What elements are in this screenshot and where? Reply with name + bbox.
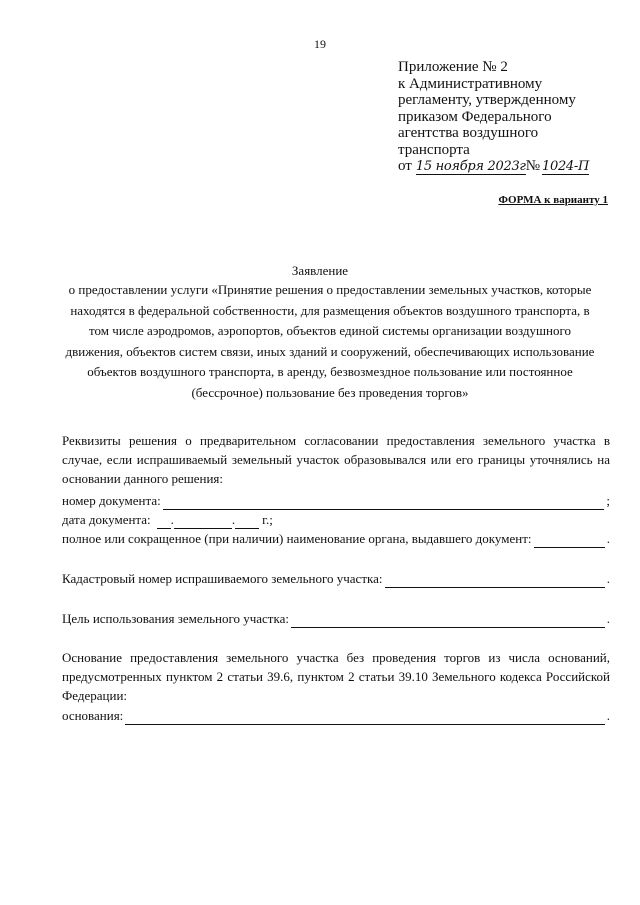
doc-date-month-field[interactable]	[174, 516, 232, 529]
appendix-line: транспорта	[398, 141, 470, 158]
doc-number-field[interactable]	[163, 497, 605, 510]
cadastral-label: Кадастровый номер испрашиваемого земельного участка:	[62, 571, 383, 586]
basis-intro: Основание предоставления земельного участка без проведения торгов из числа оснований, предусмотренных пунктом 2 статьи 39.6, пунктом 2 статьи 39.10 Земельного кодекса Российской Федерации:	[62, 650, 610, 703]
doc-date-separator: .	[231, 512, 236, 527]
cadastral-row	[62, 569, 610, 588]
doc-date-day-field[interactable]	[157, 516, 171, 529]
issuer-end: .	[606, 531, 610, 546]
order-date-row	[398, 158, 589, 175]
doc-number-end: ;	[606, 493, 610, 508]
document-title: Заявление	[291, 263, 349, 278]
form-variant-label: ФОРМА к варианту 1	[498, 194, 608, 206]
issuer-label: полное или сокращенное (при наличии) наименование органа, выдавшего документ:	[62, 531, 532, 546]
issuer-field[interactable]	[534, 535, 605, 548]
basis-row	[62, 706, 610, 725]
page-number: 19	[314, 37, 326, 51]
appendix-line: к Административному	[398, 75, 543, 92]
appendix-line: регламенту, утвержденному	[398, 92, 576, 108]
requisites-intro: Реквизиты решения о предварительном согласовании предоставления земельного участка в случае, если испрашиваемый земельный участок образовывался или его границы уточнялись на основании данного решения:	[62, 433, 610, 486]
handwritten-number: 1024-П	[542, 158, 590, 174]
doc-date-year-field[interactable]	[235, 516, 259, 529]
doc-date-suffix: г.;	[262, 512, 273, 527]
purpose-field[interactable]	[291, 615, 605, 628]
cadastral-end: .	[606, 571, 610, 586]
basis-label: основания:	[62, 708, 124, 723]
appendix-line: приказом Федерального	[398, 108, 552, 125]
handwritten-date: 15 ноября 2023г	[415, 158, 526, 174]
issuer-row	[62, 529, 610, 548]
service-subject: о предоставлении услуги «Принятие решения о предоставлении земельных участков, которые находятся в федеральной собственности, для размещения объектов воздушного транспорта, в том числе аэродромов, аэропортов, объектов единой системы организации воздушного движения, объектов систем связи, иных зданий и сооружений, обеспечивающих использование объектов воздушного транспорта, в аренду, безвозмездное пользование или постоянное (бессрочное) пользование без проведения торгов»	[65, 282, 595, 400]
number-label: №	[525, 158, 540, 174]
appendix-block	[398, 59, 589, 175]
doc-date-row	[62, 510, 610, 529]
appendix-line: Приложение № 2	[398, 59, 508, 75]
doc-date-label: дата документа:	[62, 512, 151, 527]
doc-number-label: номер документа:	[62, 493, 161, 508]
purpose-row	[62, 609, 610, 628]
cadastral-field[interactable]	[385, 575, 605, 588]
purpose-end: .	[606, 611, 610, 626]
from-label: от	[398, 158, 412, 174]
basis-end: .	[606, 708, 610, 723]
doc-number-row	[62, 491, 610, 510]
doc-date-separator: .	[170, 512, 174, 527]
appendix-line: агентства воздушного	[398, 125, 539, 141]
basis-field[interactable]	[125, 712, 604, 725]
purpose-label: Цель использования земельного участка:	[62, 611, 289, 626]
